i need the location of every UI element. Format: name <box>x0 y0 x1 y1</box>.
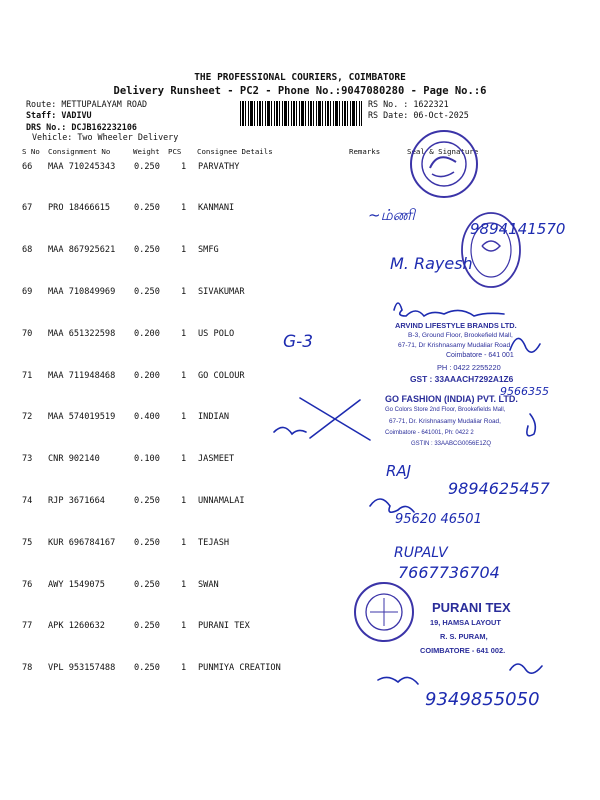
handwritten-phone-67: 9894141570 <box>470 220 566 238</box>
gofashion-stamp-address3: Coimbatore - 641001, Ph: 0422 2 <box>385 430 474 436</box>
purani-stamp-city: COIMBATORE - 641 002. <box>420 646 506 655</box>
rs-no-line: RS No. : 1622321 <box>368 99 449 109</box>
purani-stamp-address1: 19, HAMSA LAYOUT <box>430 618 501 627</box>
table-row: 66 MAA 710245343 0.250 1 PARVATHY <box>22 162 240 172</box>
handwritten-name-73: RAJ <box>386 462 412 480</box>
company-title: THE PROFESSIONAL COURIERS, COIMBATORE <box>194 72 406 83</box>
col-weight: Weight <box>133 147 160 156</box>
handwritten-phone-72: 9566355 <box>500 385 549 398</box>
table-row: 77 APK 1260632 0.250 1 PURANI TEX <box>22 621 250 631</box>
arvind-stamp-gst: GST : 33AAACH7292A1Z6 <box>410 374 514 384</box>
handwritten-phone-74b: 95620 46501 <box>395 512 482 527</box>
vehicle-line: Vehicle: Two Wheeler Delivery <box>32 132 179 142</box>
parvathy-round-seal <box>408 128 480 200</box>
vehicle-value: Two Wheeler Delivery <box>77 132 179 142</box>
col-pcs: PCS <box>168 147 182 156</box>
signature-scribbles <box>270 290 590 760</box>
col-seal: Seal & Signature <box>407 147 479 156</box>
rs-date-line: RS Date: 06-Oct-2025 <box>368 110 469 120</box>
col-consignment: Consignment No <box>48 147 111 156</box>
route-line: Route: METTUPALAYAM ROAD <box>26 99 148 109</box>
gofashion-stamp-address1: Go Colors Store 2nd Floor, Brookefields Mall, <box>385 407 506 413</box>
handwritten-phone-78: 9349855050 <box>425 689 540 710</box>
table-row: 74 RJP 3671664 0.250 1 UNNAMALAI <box>22 496 245 506</box>
col-consignee: Consignee Details <box>197 147 273 156</box>
handwritten-remark-70: G-3 <box>283 332 314 352</box>
gofashion-stamp-company: GO FASHION (INDIA) PVT. LTD. <box>385 394 518 404</box>
staff-value: VADIVU <box>61 110 92 120</box>
signature-67: ~ம்ணி <box>368 206 415 224</box>
barcode <box>240 101 362 126</box>
table-row: 68 MAA 867925621 0.250 1 SMFG <box>22 245 219 255</box>
handwritten-name-75: RUPALV <box>394 545 448 561</box>
col-sno: S No <box>22 147 40 156</box>
drs-value: DCJB162232106 <box>71 122 137 132</box>
gofashion-stamp-gst: GSTIN : 33AABCG0056E1ZQ <box>411 441 492 447</box>
purani-stamp-company: PURANI TEX <box>432 600 511 615</box>
route-value: METTUPALAYAM ROAD <box>61 99 148 109</box>
table-row: 70 MAA 651322598 0.200 1 US POLO <box>22 329 235 339</box>
purani-stamp-address2: R. S. PURAM, <box>440 632 488 641</box>
handwritten-phone-75: 7667736704 <box>398 563 500 582</box>
staff-line: Staff: VADIVU <box>26 110 92 120</box>
arvind-stamp-address1: B-3, Ground Floor, Brookefield Mall, <box>408 332 513 339</box>
table-row: 67 PRO 18466615 0.250 1 KANMANI <box>22 203 235 213</box>
rs-no-value: 1622321 <box>413 99 449 109</box>
arvind-stamp-address2: 67-71, Dr Krishnasamy Mudaliar Road, <box>398 342 512 349</box>
col-remarks: Remarks <box>349 147 381 156</box>
runsheet-subtitle: Delivery Runsheet - PC2 - Phone No.:9047080280 - Page No.:6 <box>113 85 487 97</box>
table-row: 72 MAA 574019519 0.400 1 INDIAN <box>22 412 230 422</box>
table-row: 73 CNR 902140 0.100 1 JASMEET <box>22 454 235 464</box>
table-row: 76 AWY 1549075 0.250 1 SWAN <box>22 580 219 590</box>
handwritten-phone-74a: 9894625457 <box>448 479 550 498</box>
table-row: 75 KUR 696784167 0.250 1 TEJASH <box>22 538 230 548</box>
table-row: 71 MAA 711948468 0.200 1 GO COLOUR <box>22 371 245 381</box>
arvind-stamp-phone: PH : 0422 2255220 <box>437 363 501 372</box>
gofashion-stamp-address2: 67-71, Dr. Krishnasamy Mudaliar Road, <box>389 418 501 425</box>
arvind-stamp-city: Coimbatore - 641 001 <box>446 352 514 359</box>
arvind-stamp-company: ARVIND LIFESTYLE BRANDS LTD. <box>395 321 517 330</box>
drs-line: DRS No.: DCJB162232106 <box>26 122 137 132</box>
table-row: 69 MAA 710849969 0.250 1 SIVAKUMAR <box>22 287 245 297</box>
rs-date-value: 06-Oct-2025 <box>413 110 469 120</box>
handwritten-name-68: M. Rayesh <box>390 254 473 273</box>
table-row: 78 VPL 953157488 0.250 1 PUNMIYA CREATION <box>22 663 281 673</box>
